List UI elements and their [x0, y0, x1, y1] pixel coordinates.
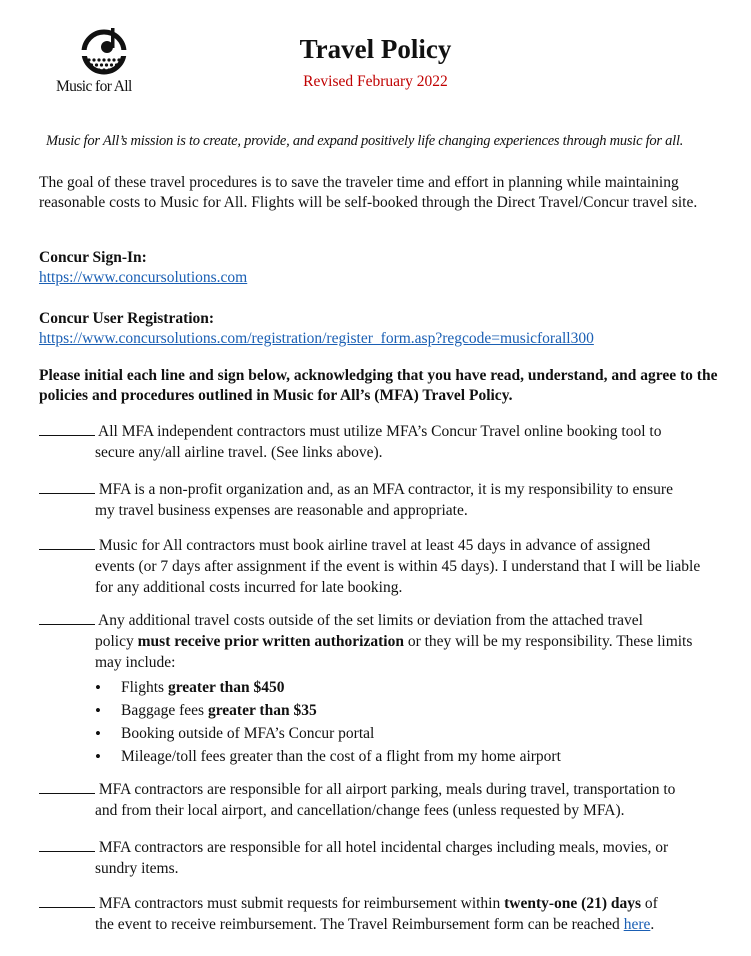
- initial-line[interactable]: [39, 779, 95, 794]
- policy-item-reimbursement: MFA contractors must submit requests for reimbursement within twenty-one (21) days of the event to receive reimbursement. The Travel Reimbursement form can be reached here.: [39, 893, 719, 935]
- list-item: • Flights greater than $450: [95, 676, 719, 699]
- prior-authorization-emphasis: must receive prior written authorization: [137, 633, 404, 650]
- policy-item-text-cont: the event to receive reimbursement. The Travel Reimbursement form can be reached here.: [95, 916, 655, 933]
- initial-line[interactable]: [39, 535, 95, 550]
- concur-registration-section: [39, 309, 719, 349]
- policy-item-text-cont: sundry items.: [95, 860, 179, 877]
- policy-item-text: All MFA independent contractors must utilize MFA’s Concur Travel online booking tool to: [98, 423, 662, 440]
- acknowledgement-instruction: Please initial each line and sign below, acknowledging that you have read, understand, and agree to the policies and procedures outlined in Music for All’s (MFA) Travel Policy.: [39, 367, 718, 404]
- list-item: • Booking outside of MFA’s Concur portal: [95, 722, 719, 745]
- policy-item-nonprofit: [39, 479, 719, 521]
- initial-line[interactable]: [39, 837, 95, 852]
- policy-item-airport-expenses: [39, 779, 719, 821]
- concur-signin-section: [39, 248, 719, 288]
- initial-line[interactable]: [39, 421, 95, 436]
- list-item: • Mileage/toll fees greater than the cost of a flight from my home airport: [95, 745, 719, 768]
- initial-line[interactable]: [39, 479, 95, 494]
- intro-paragraph: The goal of these travel procedures is to save the traveler time and effort in planning while maintaining reasonable costs to Music for All. Flights will be self-booked through the Direct Travel/Concur travel site.: [39, 174, 698, 211]
- concur-registration-label: Concur User Registration:: [39, 310, 215, 327]
- concur-signin-label: Concur Sign-In:: [39, 249, 147, 266]
- initial-line[interactable]: [39, 893, 95, 908]
- logo-wordmark: Music for All: [56, 78, 132, 95]
- page-title: Travel Policy: [299, 34, 452, 64]
- policy-item-text: Music for All contractors must book airline travel at least 45 days in advance of assigned: [98, 537, 651, 554]
- policy-item-text: MFA contractors are responsible for all airport parking, meals during travel, transportation to: [98, 781, 676, 798]
- revision-date: Revised February 2022: [303, 73, 448, 90]
- policy-item-hotel-incidentals: [39, 837, 719, 879]
- policy-item-concur-tool: [39, 421, 719, 463]
- policy-item-text-cont: and from their local airport, and cancellation/change fees (unless requested by MFA).: [95, 802, 625, 819]
- initial-line[interactable]: [39, 610, 95, 625]
- policy-item-text-cont: my travel business expenses are reasonable and appropriate.: [95, 502, 468, 519]
- policy-item-text: Any additional travel costs outside of the set limits or deviation from the attached travel: [98, 612, 643, 629]
- policy-item-text: MFA is a non-profit organization and, as an MFA contractor, it is my responsibility to ensure: [98, 481, 673, 498]
- policy-item-text-cont: policy must receive prior written authorization or they will be my responsibility. These limits may include:: [95, 633, 693, 671]
- reimbursement-form-link[interactable]: here: [623, 916, 651, 933]
- policy-item-text: MFA contractors are responsible for all hotel incidental charges including meals, movies, or: [98, 839, 669, 856]
- concur-signin-link[interactable]: https://www.concursolutions.com: [39, 269, 248, 286]
- mission-statement: Music for All’s mission is to create, provide, and expand positively life changing experiences through music for all.: [46, 133, 684, 149]
- list-item: • Baggage fees greater than $35: [95, 699, 719, 722]
- deadline-emphasis: twenty-one (21) days: [504, 895, 642, 912]
- policy-item-additional-costs: [39, 610, 719, 768]
- policy-item-text-cont: events (or 7 days after assignment if the event is within 45 days). I understand that I will be liable for any additional costs incurred for late booking.: [95, 558, 701, 596]
- policy-item-advance-booking: [39, 535, 719, 598]
- limits-list: [39, 676, 719, 768]
- concur-registration-link[interactable]: https://www.concursolutions.com/registration/register_form.asp?regcode=musicforall300: [39, 330, 594, 347]
- policy-item-text-cont: secure any/all airline travel. (See links above).: [95, 444, 383, 461]
